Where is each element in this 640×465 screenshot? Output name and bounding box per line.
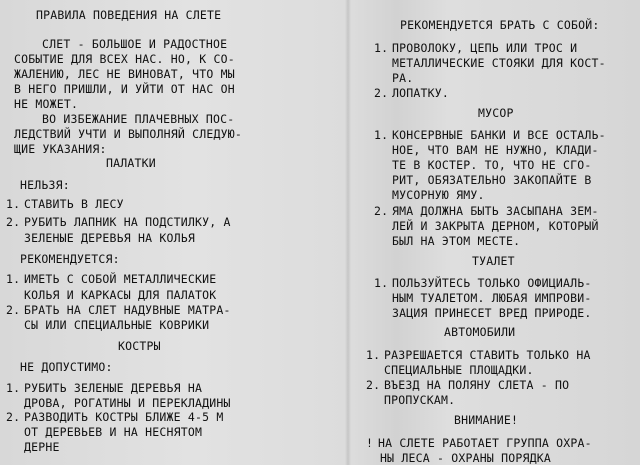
not-allowed-item: 1. РУБИТЬ ЗЕЛЕНЫЕ ДЕРЕВЬЯ НА bbox=[6, 381, 203, 395]
garbage-item-continuation: МУСОРНУЮ ЯМУ. bbox=[392, 188, 485, 202]
attention-item: ! НА СЛЕТЕ РАБОТАЕТ ГРУППА ОХРА- bbox=[366, 436, 592, 450]
recommended-item: 2. БРАТЬ НА СЛЕТ НАДУВНЫЕ МАТРА- bbox=[6, 303, 231, 317]
cars-item: 1. РАЗРЕШАЕТСЯ СТАВИТЬ ТОЛЬКО НА bbox=[366, 348, 591, 362]
warning-line: ВО ИЗБЕЖАНИЕ ПЛАЧЕВНЫХ ПОС- bbox=[42, 112, 235, 126]
toilet-item-continuation: НЫМ ТУАЛЕТОМ. ЛЮБАЯ ИМПРОВИ- bbox=[392, 291, 592, 305]
document-title: ПРАВИЛА ПОВЕДЕНИЯ НА СЛЕТЕ bbox=[36, 8, 222, 22]
garbage-item-continuation: НОЕ, ЧТО ВАМ НЕ НУЖНО, КЛАДИ- bbox=[392, 143, 599, 157]
toilet-item-continuation: ЗАЦИЯ ПРИНЕСЕТ ВРЕД ПРИРОДЕ. bbox=[392, 306, 592, 320]
forbidden-item: 2. РУБИТЬ ЛАПНИК НА ПОДСТИЛКУ, А bbox=[6, 215, 231, 229]
forbidden-label: НЕЛЬЗЯ: bbox=[20, 178, 70, 192]
warning-line: ЛЕДСТВИЙ УЧТИ И ВЫПОЛНЯЙ СЛЕДУЮ- bbox=[14, 127, 242, 141]
garbage-item-continuation: РИТ, ОБЯЗАТЕЛЬНО ЗАКОПАЙТЕ В bbox=[392, 173, 592, 187]
not-allowed-item-continuation: ОТ ДЕРЕВЬЕВ И НА НЕСНЯТОМ bbox=[24, 425, 203, 439]
recommended-label: РЕКОМЕНДУЕТСЯ: bbox=[20, 252, 120, 266]
forbidden-item-continuation: ЗЕЛЕНЫЕ ДЕРЕВЬЯ НА КОЛЬЯ bbox=[24, 231, 195, 245]
not-allowed-label: НЕ ДОПУСТИМО: bbox=[20, 360, 113, 374]
warning-line: ЩИЕ УКАЗАНИЯ: bbox=[14, 142, 107, 156]
not-allowed-item: 2. РАЗВОДИТЬ КОСТРЫ БЛИЖЕ 4-5 М bbox=[6, 410, 224, 424]
bring-heading: РЕКОМЕНДУЕТСЯ БРАТЬ С СОБОЙ: bbox=[400, 18, 600, 32]
fires-heading: КОСТРЫ bbox=[118, 339, 161, 353]
toilet-item: 1. ПОЛЬЗУЙТЕСЬ ТОЛЬКО ОФИЦИАЛЬ- bbox=[374, 276, 592, 290]
intro-line: СОБЫТИЕ ДЛЯ ВСЕХ НАС. НО, К СО- bbox=[14, 52, 235, 66]
intro-line: В НЕГО ПРИШЛИ, И УЙТИ ОТ НАС ОН bbox=[14, 82, 235, 96]
not-allowed-item-continuation: ДРОВА, РОГАТИНЫ И ПЕРЕКЛАДИНЫ bbox=[24, 396, 231, 410]
recommended-item-continuation: КОЛЬЯ И КАРКАСЫ ДЛЯ ПАЛАТОК bbox=[24, 288, 217, 302]
bring-item: 1. ПРОВОЛОКУ, ЦЕПЬ ИЛИ ТРОС И bbox=[374, 41, 578, 55]
garbage-item-continuation: ЛЕЙ И ЗАКРЫТА ДЕРНОМ, КОТОРЫЙ bbox=[392, 219, 599, 233]
bring-item: 2. ЛОПАТКУ. bbox=[374, 86, 449, 100]
tents-heading: ПАЛАТКИ bbox=[106, 156, 156, 170]
cars-item-continuation: СПЕЦИАЛЬНЫЕ ПЛОЩАДКИ. bbox=[384, 363, 534, 377]
attention-heading: ВНИМАНИЕ! bbox=[454, 413, 519, 427]
cars-item-continuation: ПРОПУСКАМ. bbox=[384, 393, 456, 407]
intro-line: ЖАЛЕНИЮ, ЛЕС НЕ ВИНОВАТ, ЧТО МЫ bbox=[14, 67, 235, 81]
intro-line: НЕ МОЖЕТ. bbox=[14, 97, 79, 111]
toilet-heading: ТУАЛЕТ bbox=[472, 254, 515, 268]
garbage-item-continuation: ТЕ В КОСТЕР. ТО, ЧТО НЕ СГО- bbox=[392, 158, 592, 172]
not-allowed-item-continuation: ДЕРНЕ bbox=[24, 440, 60, 454]
recommended-item: 1. ИМЕТЬ С СОБОЙ МЕТАЛЛИЧЕСКИЕ bbox=[6, 272, 217, 286]
bring-item-continuation: РА. bbox=[392, 71, 414, 85]
garbage-item: 1. КОНСЕРВНЫЕ БАНКИ И ВСЕ ОСТАЛЬ- bbox=[374, 128, 606, 142]
bring-item-continuation: МЕТАЛЛИЧЕСКИЕ СТОЯКИ ДЛЯ КОСТ- bbox=[392, 56, 606, 70]
cars-heading: АВТОМОБИЛИ bbox=[444, 325, 516, 339]
garbage-heading: МУСОР bbox=[478, 106, 514, 120]
garbage-item: 2. ЯМА ДОЛЖНА БЫТЬ ЗАСЫПАНА ЗЕМ- bbox=[374, 204, 599, 218]
recommended-item-continuation: СЫ ИЛИ СПЕЦИАЛЬНЫЕ КОВРИКИ bbox=[24, 318, 210, 332]
forbidden-item: 1. СТАВИТЬ В ЛЕСУ bbox=[6, 197, 124, 211]
page-fold bbox=[345, 0, 351, 465]
attention-item-continuation: НЫ ЛЕСА - ОХРАНЫ ПОРЯДКА bbox=[380, 451, 551, 465]
garbage-item-continuation: БЫЛ НА ЭТОМ МЕСТЕ. bbox=[392, 234, 521, 248]
intro-line: СЛЕТ - БОЛЬШОЕ И РАДОСТНОЕ bbox=[42, 37, 228, 51]
cars-item: 2. ВЪЕЗД НА ПОЛЯНУ СЛЕТА - ПО bbox=[366, 378, 570, 392]
